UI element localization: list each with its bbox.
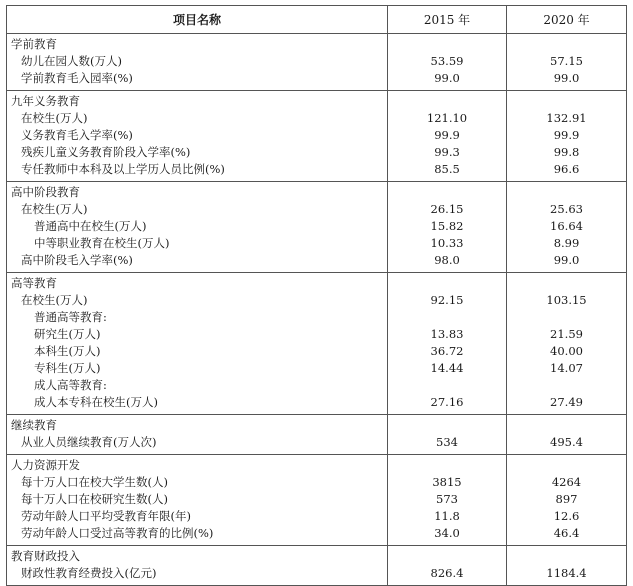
group-values-2015-cell	[388, 182, 507, 273]
spacer	[507, 93, 626, 110]
header-item-name: 项目名称	[7, 6, 388, 34]
value-2020: 1184.4	[546, 566, 587, 580]
value-2020	[507, 309, 626, 326]
spacer	[507, 417, 626, 434]
spacer	[507, 36, 626, 53]
value-2015: 10.33	[430, 236, 464, 250]
value-2015: 36.72	[430, 344, 464, 358]
item-label: 每十万人口在校大学生数(人)	[21, 475, 168, 489]
value-2020: 12.6	[553, 509, 580, 523]
value-2020: 103.15	[546, 293, 587, 307]
spacer	[507, 184, 626, 201]
header-year-2020: 2020 年	[507, 6, 627, 34]
group-title: 教育财政投入	[11, 549, 80, 563]
group-title: 高中阶段教育	[11, 185, 80, 199]
value-2020: 40.00	[550, 344, 583, 358]
value-2020: 46.4	[553, 526, 580, 540]
value-2020: 16.64	[550, 219, 583, 233]
value-2015: 121.10	[426, 111, 468, 125]
item-label: 成人高等教育:	[34, 378, 107, 392]
item-label: 义务教育毛入学率(%)	[21, 128, 133, 142]
group-row	[7, 34, 627, 91]
group-row	[7, 546, 627, 586]
group-values-2015-cell	[388, 273, 507, 415]
value-2020: 96.6	[553, 162, 580, 176]
group-row	[7, 455, 627, 546]
value-2015	[388, 377, 506, 394]
value-2020: 14.07	[550, 361, 583, 375]
group-values-2020-cell	[507, 182, 627, 273]
spacer	[507, 548, 626, 565]
spacer	[507, 457, 626, 474]
value-2015: 92.15	[430, 293, 464, 307]
item-label: 成人本专科在校生(万人)	[34, 395, 158, 409]
group-values-2020-cell	[507, 91, 627, 182]
value-2015: 34.0	[434, 526, 460, 540]
value-2020: 99.0	[553, 253, 580, 267]
value-2015: 99.9	[434, 128, 460, 142]
group-title: 学前教育	[11, 37, 57, 51]
value-2015	[388, 309, 506, 326]
spacer	[388, 184, 506, 201]
group-names-cell	[7, 415, 388, 455]
value-2015: 98.0	[434, 253, 460, 267]
group-row	[7, 91, 627, 182]
value-2020: 4264	[551, 475, 582, 489]
item-label: 从业人员继续教育(万人次)	[21, 435, 157, 449]
group-values-2015-cell	[388, 415, 507, 455]
group-values-2020-cell	[507, 273, 627, 415]
education-stats-table	[6, 5, 627, 586]
group-values-2020-cell	[507, 455, 627, 546]
group-title: 继续教育	[11, 418, 57, 432]
group-values-2015-cell	[388, 34, 507, 91]
value-2020: 99.9	[553, 128, 580, 142]
value-2020	[507, 377, 626, 394]
value-2020: 27.49	[550, 395, 583, 409]
value-2015: 15.82	[430, 219, 464, 233]
value-2015: 826.4	[430, 566, 464, 580]
group-row	[7, 182, 627, 273]
value-2015: 99.3	[434, 145, 460, 159]
value-2020: 99.8	[553, 145, 580, 159]
group-names-cell	[7, 273, 388, 415]
header-row	[7, 6, 627, 34]
value-2015: 85.5	[434, 162, 460, 176]
item-label: 在校生(万人)	[21, 293, 88, 307]
group-names-cell	[7, 455, 388, 546]
group-names-cell	[7, 91, 388, 182]
header-year-2015: 2015 年	[388, 6, 507, 34]
item-label: 普通高中在校生(万人)	[34, 219, 147, 233]
item-label: 普通高等教育:	[34, 310, 107, 324]
value-2020: 57.15	[550, 54, 583, 68]
value-2020: 8.99	[553, 236, 580, 250]
item-label: 财政性教育经费投入(亿元)	[21, 566, 157, 580]
item-label: 在校生(万人)	[21, 111, 88, 125]
value-2020: 132.91	[546, 111, 587, 125]
group-values-2020-cell	[507, 34, 627, 91]
value-2015: 99.0	[434, 71, 460, 85]
item-label: 本科生(万人)	[34, 344, 101, 358]
item-label: 专任教师中本科及以上学历人员比例(%)	[21, 162, 225, 176]
group-names-cell	[7, 546, 388, 586]
value-2015: 3815	[432, 475, 462, 489]
value-2020: 897	[555, 492, 578, 506]
value-2015: 573	[436, 492, 458, 506]
value-2015: 26.15	[430, 202, 464, 216]
spacer	[388, 457, 506, 474]
item-label: 研究生(万人)	[34, 327, 101, 341]
spacer	[388, 93, 506, 110]
value-2015: 14.44	[430, 361, 464, 375]
value-2020: 25.63	[550, 202, 583, 216]
group-values-2020-cell	[507, 546, 627, 586]
spacer	[388, 275, 506, 292]
item-label: 每十万人口在校研究生数(人)	[21, 492, 168, 506]
group-row	[7, 273, 627, 415]
spacer	[507, 275, 626, 292]
item-label: 高中阶段毛入学率(%)	[21, 253, 133, 267]
item-label: 中等职业教育在校生(万人)	[34, 236, 170, 250]
item-label: 残疾儿童义务教育阶段入学率(%)	[21, 145, 191, 159]
group-title: 人力资源开发	[11, 458, 80, 472]
group-values-2015-cell	[388, 546, 507, 586]
value-2015: 27.16	[430, 395, 464, 409]
value-2015: 534	[436, 435, 458, 449]
value-2015: 11.8	[434, 509, 460, 523]
group-values-2020-cell	[507, 415, 627, 455]
value-2015: 13.83	[430, 327, 464, 341]
item-label: 劳动年龄人口受过高等教育的比例(%)	[21, 526, 214, 540]
item-label: 学前教育毛入园率(%)	[21, 71, 133, 85]
group-title: 九年义务教育	[11, 94, 80, 108]
item-label: 专科生(万人)	[34, 361, 101, 375]
item-label: 劳动年龄人口平均受教育年限(年)	[21, 509, 191, 523]
value-2015: 53.59	[430, 54, 464, 68]
item-label: 在校生(万人)	[21, 202, 88, 216]
value-2020: 495.4	[550, 435, 583, 449]
group-names-cell	[7, 34, 388, 91]
value-2020: 21.59	[550, 327, 583, 341]
spacer	[388, 36, 506, 53]
group-values-2015-cell	[388, 91, 507, 182]
group-values-2015-cell	[388, 455, 507, 546]
value-2020: 99.0	[553, 71, 580, 85]
group-names-cell	[7, 182, 388, 273]
item-label: 幼儿在园人数(万人)	[21, 54, 122, 68]
spacer	[388, 548, 506, 565]
spacer	[388, 417, 506, 434]
group-row	[7, 415, 627, 455]
group-title: 高等教育	[11, 276, 57, 290]
